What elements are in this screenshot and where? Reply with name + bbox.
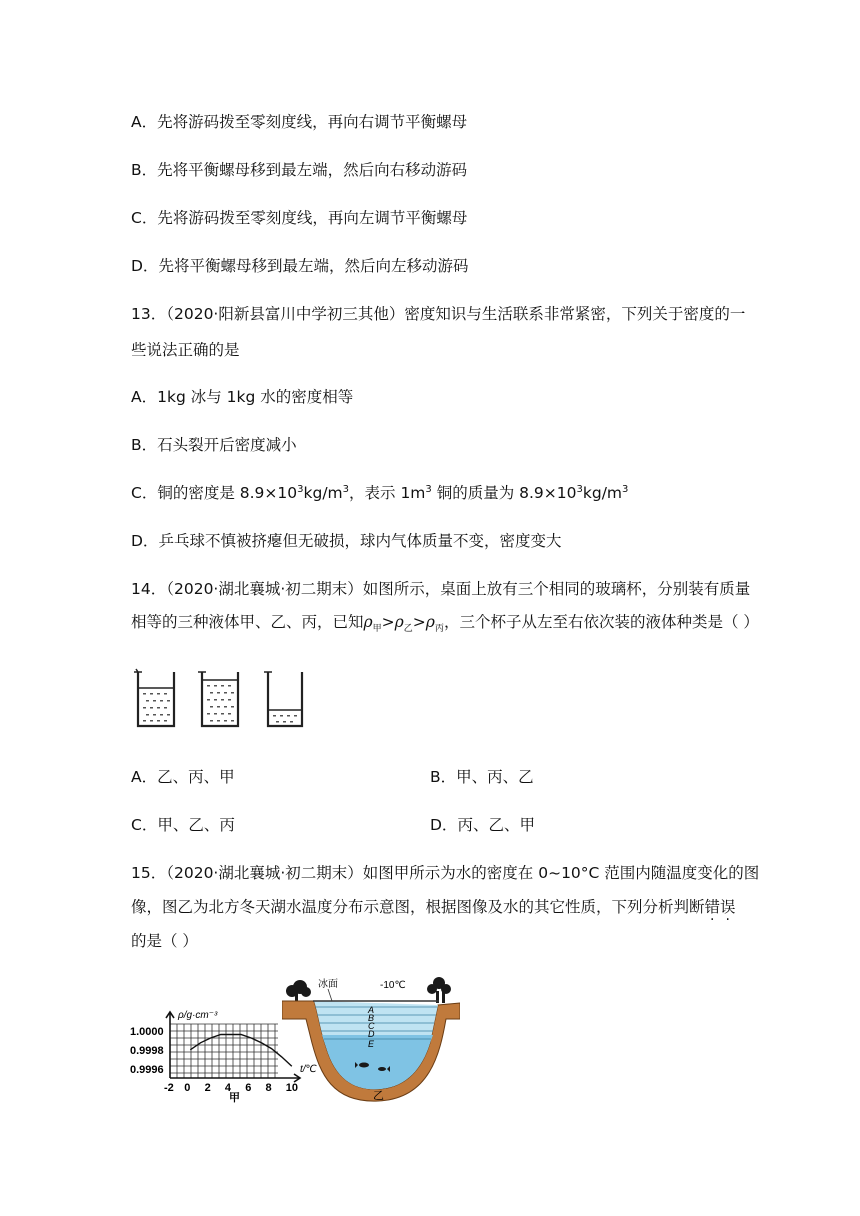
q13-option-a bbox=[131, 387, 353, 407]
option-letter: B． bbox=[131, 161, 158, 179]
beaker-right bbox=[264, 672, 302, 726]
option-text: 乙、丙、甲 bbox=[157, 768, 235, 786]
question-text: 如图甲所示为水的密度在 0~10°C 范围内随温度变化的图 bbox=[362, 864, 760, 882]
option-text: ，表示 1m bbox=[349, 484, 426, 502]
graph-grid bbox=[170, 1024, 278, 1078]
option-text: 1kg 冰与 1kg 水的密度相等 bbox=[157, 388, 354, 406]
option-text: 先将游码拨至零刻度线，再向右调节平衡螺母 bbox=[157, 113, 468, 131]
option-letter: D． bbox=[430, 816, 458, 834]
option-text: 铜的质量为 8.9×10 bbox=[431, 484, 577, 502]
rho-subscript: 甲 bbox=[372, 624, 382, 635]
liquid-left bbox=[143, 693, 170, 722]
beakers-figure bbox=[130, 668, 310, 732]
question-number: 14． bbox=[131, 580, 167, 598]
rho-subscript: 丙 bbox=[434, 624, 444, 635]
layer-label-d: D bbox=[368, 1029, 375, 1039]
exponent: 3 bbox=[297, 484, 304, 495]
question-source: （2020·阳新县富川中学初三其他） bbox=[166, 305, 405, 323]
exponent: 3 bbox=[342, 484, 350, 495]
exponent: 3 bbox=[622, 484, 629, 495]
layer-label-b: B bbox=[368, 1013, 375, 1023]
q13-stem-line1 bbox=[131, 304, 745, 324]
y-tick-label: 0.9998 bbox=[130, 1045, 164, 1057]
beaker-middle bbox=[198, 672, 238, 726]
question-text: 的是（ ） bbox=[131, 932, 198, 950]
temperature-label: -10℃ bbox=[380, 980, 406, 991]
greater-than: > bbox=[381, 613, 395, 631]
lake-figure-yi bbox=[282, 973, 460, 1103]
rho-symbol: ρ bbox=[425, 613, 435, 631]
q14-option-b bbox=[430, 767, 534, 787]
option-text: 甲、乙、丙 bbox=[157, 816, 235, 834]
question-text: 像，图乙为北方冬天湖水温度分布示意图，根据图像及水的其它性质，下列分析判断 bbox=[131, 898, 705, 916]
question-text: 相等的三种液体甲、乙、丙，已知 bbox=[131, 613, 364, 631]
option-text: 先将平衡螺母移到最左端，然后向左移动游码 bbox=[158, 257, 469, 275]
option-letter: A． bbox=[131, 768, 158, 786]
x-tick-label: 2 bbox=[204, 1082, 211, 1094]
tree-icon-right bbox=[427, 977, 451, 1003]
q14-option-a bbox=[131, 767, 235, 787]
option-letter: A． bbox=[131, 113, 158, 131]
greater-than: > bbox=[412, 613, 426, 631]
rho-symbol: ρ bbox=[394, 613, 404, 631]
option-text: kg/m bbox=[303, 484, 343, 502]
question-source: （2020·湖北襄城·初二期末） bbox=[166, 864, 363, 882]
tree-icon-left bbox=[286, 980, 311, 1002]
question-source: （2020·湖北襄城·初二期末） bbox=[166, 580, 363, 598]
rho-symbol: ρ bbox=[363, 613, 373, 631]
q12-option-d bbox=[131, 256, 468, 276]
option-text: 甲、丙、乙 bbox=[456, 768, 534, 786]
q12-option-b bbox=[131, 160, 467, 180]
liquid-middle bbox=[207, 685, 234, 722]
q15-stem-line2 bbox=[131, 897, 736, 917]
q15-stem-line1 bbox=[131, 863, 759, 883]
q12-option-a bbox=[131, 112, 467, 132]
q13-option-b bbox=[131, 435, 297, 455]
option-text: 石头裂开后密度减小 bbox=[157, 436, 297, 454]
x-tick-label: 0 bbox=[184, 1082, 191, 1094]
layer-label-c: C bbox=[368, 1021, 375, 1031]
option-text: 丙、乙、甲 bbox=[457, 816, 535, 834]
emphasized-word: 误 bbox=[720, 898, 736, 916]
liquid-right bbox=[273, 715, 297, 723]
layer-label-e: E bbox=[368, 1039, 375, 1049]
question-number: 15． bbox=[131, 864, 167, 882]
option-letter: C． bbox=[131, 816, 158, 834]
q13-option-c bbox=[131, 483, 628, 503]
figure-caption: 乙 bbox=[373, 1090, 384, 1102]
question-text: 如图所示，桌面上放有三个相同的玻璃杯，分别装有质量 bbox=[362, 580, 751, 598]
option-text: 铜的密度是 8.9×10 bbox=[157, 484, 298, 502]
q14-option-d bbox=[430, 815, 535, 835]
option-letter: B． bbox=[131, 436, 158, 454]
question-text: 密度知识与生活联系非常紧密，下列关于密度的一 bbox=[404, 305, 746, 323]
density-curve bbox=[190, 1035, 291, 1067]
q14-stem-line1 bbox=[131, 579, 750, 599]
y-axis-label: ρ/g·cm⁻³ bbox=[178, 1010, 218, 1021]
ice-label: 冰面 bbox=[318, 979, 338, 990]
option-text: 先将游码拨至零刻度线，再向左调节平衡螺母 bbox=[157, 209, 468, 227]
option-letter: C． bbox=[131, 484, 158, 502]
q13-stem-line2 bbox=[131, 340, 240, 360]
question-text: ，三个杯子从左至右依次装的液体种类是（ ） bbox=[443, 613, 759, 631]
ice-pointer bbox=[328, 989, 332, 1001]
q13-option-d bbox=[131, 531, 561, 551]
option-text: 先将平衡螺母移到最左端，然后向右移动游码 bbox=[157, 161, 468, 179]
exponent: 3 bbox=[425, 484, 432, 495]
x-axis-label: t/℃ bbox=[300, 1064, 317, 1075]
graph-caption: 甲 bbox=[229, 1092, 240, 1104]
beaker-left bbox=[134, 669, 174, 726]
x-tick-label: 8 bbox=[265, 1082, 272, 1094]
x-tick-label: 4 bbox=[224, 1082, 232, 1094]
option-letter: A． bbox=[131, 388, 158, 406]
question-text: 些说法正确的是 bbox=[131, 341, 240, 359]
x-tick-label: -2 bbox=[164, 1082, 174, 1094]
option-letter: D． bbox=[131, 532, 159, 550]
emphasized-word: 错 bbox=[704, 898, 721, 916]
option-text: 乒乓球不慎被挤瘪但无破损，球内气体质量不变，密度变大 bbox=[158, 532, 562, 550]
x-tick-label: 6 bbox=[245, 1082, 252, 1094]
y-tick-label: 0.9996 bbox=[130, 1064, 164, 1076]
q14-option-c bbox=[131, 815, 235, 835]
option-letter: D． bbox=[131, 257, 159, 275]
question-number: 13． bbox=[131, 305, 167, 323]
option-letter: B． bbox=[430, 768, 457, 786]
option-text: kg/m bbox=[582, 484, 623, 502]
q15-stem-line3 bbox=[131, 931, 198, 951]
x-tick-label: 10 bbox=[285, 1082, 299, 1094]
rho-subscript: 乙 bbox=[403, 624, 413, 635]
y-tick-label: 1.0000 bbox=[130, 1026, 164, 1038]
exponent: 3 bbox=[576, 484, 583, 495]
layer-label-a: A bbox=[368, 1005, 375, 1015]
q14-stem-line2 bbox=[131, 612, 759, 639]
q12-option-c bbox=[131, 208, 467, 228]
option-letter: C． bbox=[131, 209, 158, 227]
